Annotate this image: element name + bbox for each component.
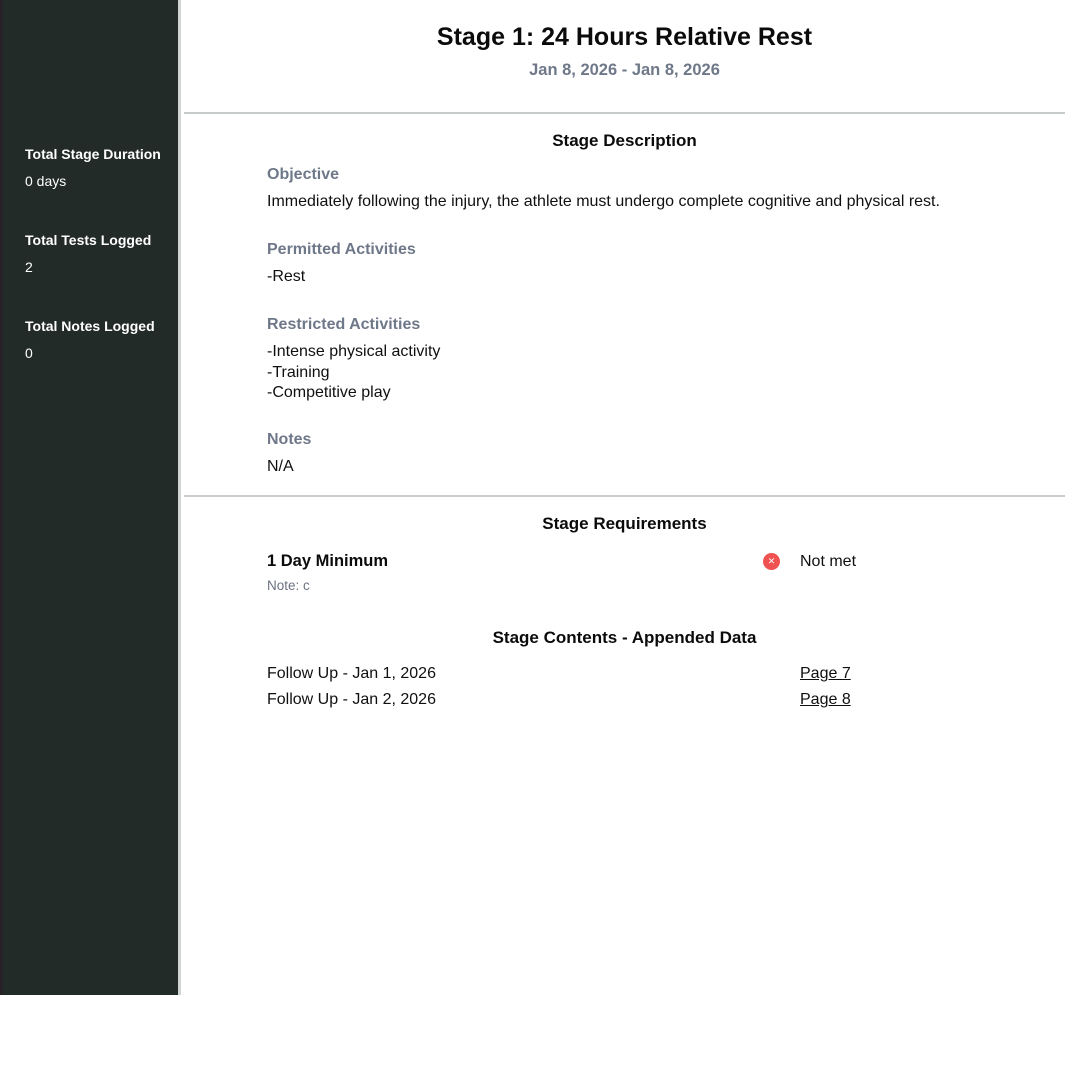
page-link[interactable]: Page 8	[800, 691, 851, 708]
stat-total-tests-logged	[25, 232, 168, 275]
page-link[interactable]: Page 7	[800, 665, 851, 682]
subsection-title-restricted: Restricted Activities	[267, 316, 421, 333]
restricted-activity-line: -Intense physical activity	[267, 343, 441, 360]
contents-row	[267, 690, 1065, 716]
contents-row	[267, 664, 1065, 690]
permitted-activity-line: -Rest	[267, 267, 306, 285]
stage-contents-heading: Stage Contents - Appended Data	[492, 628, 757, 647]
restricted-activity-line: -Competitive play	[267, 384, 391, 401]
contents-label: Follow Up - Jan 1, 2026	[267, 665, 436, 682]
stage-requirements-content	[184, 551, 1065, 594]
stat-total-notes-logged	[25, 318, 168, 361]
x-circle-icon: ✕	[763, 553, 780, 570]
stage-page	[184, 0, 1065, 716]
requirement-row	[267, 551, 1065, 572]
page-title: Stage 1: 24 Hours Relative Rest	[436, 23, 813, 51]
restricted-activity-line: -Training	[267, 363, 330, 381]
notes-text: N/A	[267, 457, 294, 475]
stage-contents-list	[184, 664, 1065, 716]
section-divider	[184, 112, 1065, 114]
stat-label: Total Stage Duration	[25, 146, 161, 162]
page-date-range: Jan 8, 2026 - Jan 8, 2026	[529, 61, 720, 79]
requirement-status	[763, 551, 856, 572]
requirement-name: 1 Day Minimum	[267, 552, 389, 570]
stage-requirements-heading: Stage Requirements	[542, 514, 707, 533]
requirement-status-label: Not met	[800, 552, 857, 570]
stat-value: 0 days	[25, 173, 67, 189]
stage-description-content	[184, 165, 1065, 477]
contents-label: Follow Up - Jan 2, 2026	[267, 691, 436, 708]
subsection-title-objective: Objective	[267, 166, 340, 183]
section-divider	[184, 495, 1065, 497]
sidebar	[0, 0, 181, 995]
objective-text: Immediately following the injury, the athlete must undergo complete cognitive and physical rest.	[267, 193, 940, 210]
requirement-note: Note: c	[267, 578, 310, 593]
stat-label: Total Notes Logged	[25, 318, 155, 334]
subsection-title-notes: Notes	[267, 430, 312, 448]
stat-total-stage-duration	[25, 146, 168, 189]
stat-label: Total Tests Logged	[25, 232, 152, 248]
stat-value: 2	[25, 259, 33, 275]
stage-description-heading: Stage Description	[552, 131, 697, 150]
subsection-title-permitted: Permitted Activities	[267, 240, 416, 258]
stat-value: 0	[25, 345, 33, 361]
